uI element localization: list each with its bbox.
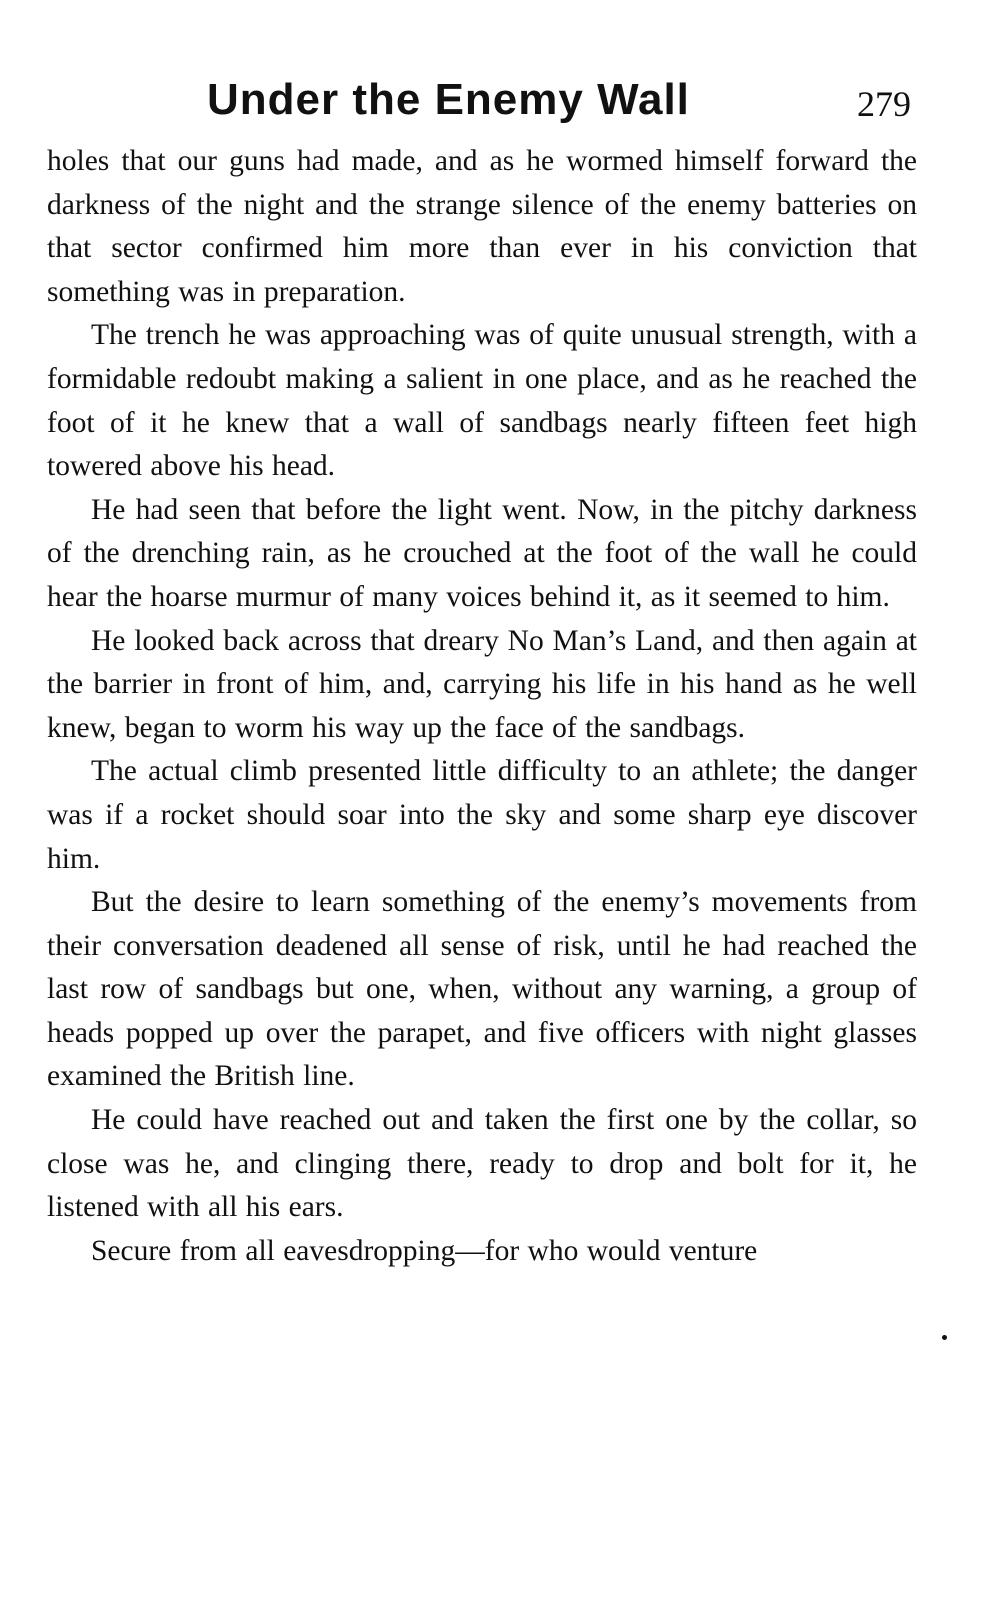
page-number: 279 [857,84,911,124]
paragraph: He had seen that before the light went. Now, in the pitchy darkness of the drenching rain, as he crouched at the foot of the wall he could hear the hoarse murmur of many voices behind it, as it seemed to him. [47,493,917,613]
paragraph: The actual climb presented little difficulty to an athlete; the danger was if a rocket should soar into the sky and some sharp eye discover him. [47,755,917,875]
paragraph-continued: holes that our guns had made, and as he wormed himself forward the darkness of the night and the strange silence of the enemy batteries on that sector confirmed him more than ever in his conviction that something was in preparation. [47,145,917,308]
page-header [0,72,1000,132]
body-text [47,140,917,1273]
margin-mark [942,1335,947,1340]
paragraph: The trench he was approaching was of quite unusual strength, with a formidable redoubt making a salient in one place, and as he reached the foot of it he knew that a wall of sandbags nearly fifteen feet high towered above his head. [47,319,917,483]
paragraph: But the desire to learn something of the enemy’s movements from their conversation deadened all sense of risk, until he had reached the last row of sandbags but one, when, without any warning, a group of heads popped up over the parapet, and five officers with night glasses examined the British line. [47,886,917,1093]
paragraph-last: Secure from all eavesdropping—for who would venture [91,1234,758,1267]
running-title: Under the Enemy Wall [207,75,690,124]
paragraph: He looked back across that dreary No Man’s Land, and then again at the barrier in front of him, and, carrying his life in his hand as he well knew, began to worm his way up the face of the sandbags. [47,624,917,744]
paragraph: He could have reached out and taken the first one by the collar, so close was he, and clinging there, ready to drop and bolt for it, he listened with all his ears. [47,1104,917,1224]
